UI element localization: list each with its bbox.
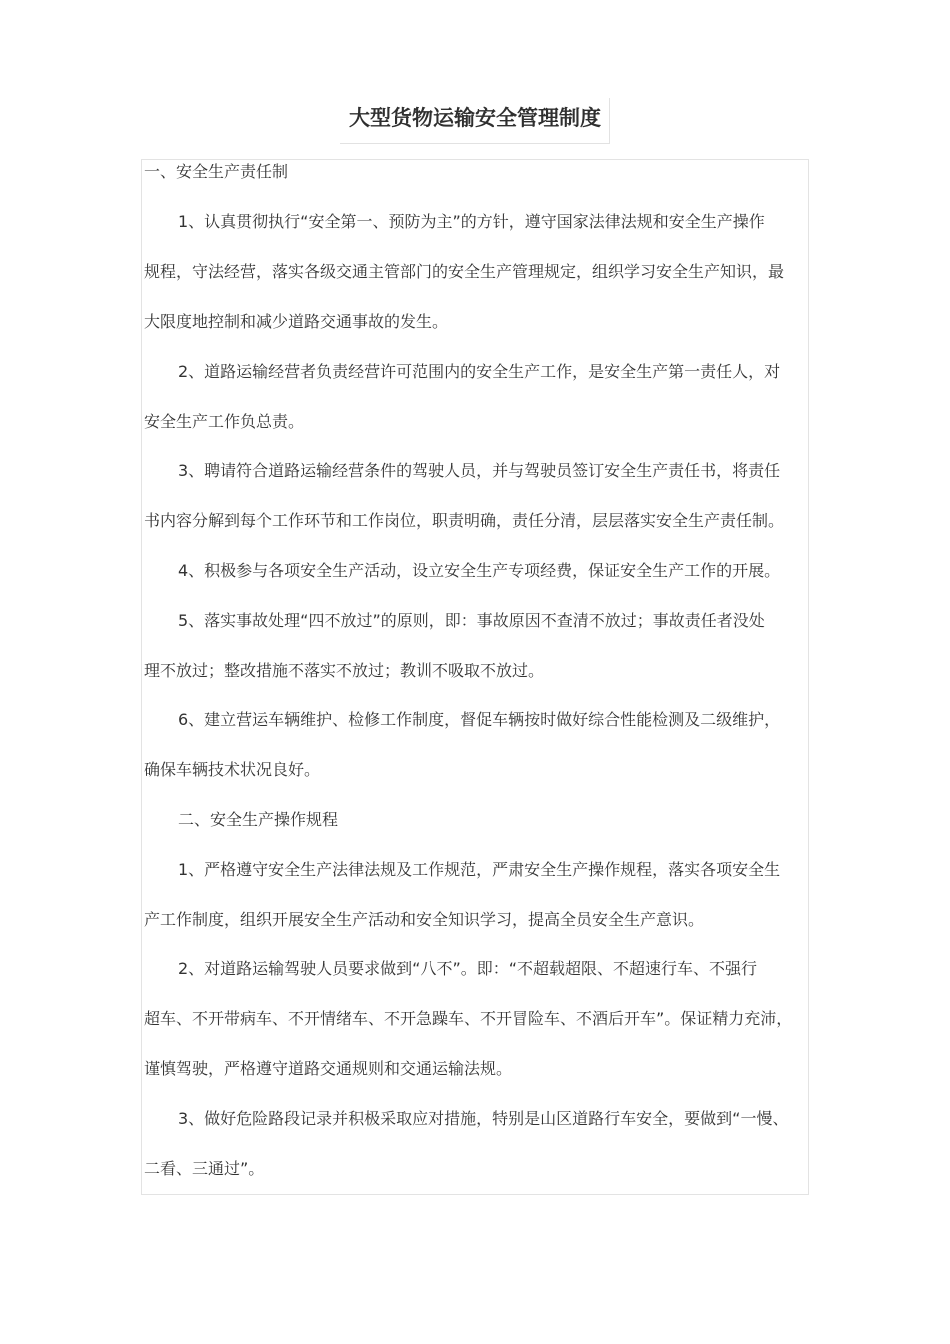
paragraph-line: 谨慎驾驶，严格遵守道路交通规则和交通运输法规。 bbox=[144, 1059, 513, 1078]
paragraph-line: 理不放过；整改措施不落实不放过；教训不吸取不放过。 bbox=[144, 661, 545, 680]
paragraph-line: 4、积极参与各项安全生产活动，设立安全生产专项经费，保证安全生产工作的开展。 bbox=[178, 561, 781, 580]
paragraph-line: 确保车辆技术状况良好。 bbox=[144, 760, 321, 779]
section-heading-2: 二、安全生产操作规程 bbox=[178, 810, 339, 829]
paragraph-line: 6、建立营运车辆维护、检修工作制度，督促车辆按时做好综合性能检测及二级维护， bbox=[178, 710, 781, 729]
paragraph-line: 产工作制度，组织开展安全生产活动和安全知识学习，提高全员安全生产意识。 bbox=[144, 910, 705, 929]
paragraph-line: 2、道路运输经营者负责经营许可范围内的安全生产工作，是安全生产第一责任人，对 bbox=[178, 362, 781, 381]
paragraph-line: 书内容分解到每个工作环节和工作岗位，职责明确，责任分清，层层落实安全生产责任制。 bbox=[144, 511, 785, 530]
paragraph-line: 大限度地控制和减少道路交通事故的发生。 bbox=[144, 312, 449, 331]
paragraph-line: 超车、不开带病车、不开情绪车、不开急躁车、不开冒险车、不酒后开车”。保证精力充沛， bbox=[144, 1009, 793, 1028]
document-title: 大型货物运输安全管理制度 bbox=[349, 106, 601, 130]
title-frame bbox=[340, 98, 610, 144]
paragraph-line: 3、聘请符合道路运输经营条件的驾驶人员，并与驾驶员签订安全生产责任书，将责任 bbox=[178, 461, 781, 480]
section-heading-1: 一、安全生产责任制 bbox=[144, 162, 289, 181]
paragraph-line: 二看、三通过”。 bbox=[144, 1159, 265, 1178]
paragraph-line: 1、认真贯彻执行“安全第一、预防为主”的方针，遵守国家法律法规和安全生产操作 bbox=[178, 212, 765, 231]
paragraph-line: 规程，守法经营，落实各级交通主管部门的安全生产管理规定，组织学习安全生产知识，最 bbox=[144, 262, 785, 281]
paragraph-line: 1、严格遵守安全生产法律法规及工作规范，严肃安全生产操作规程，落实各项安全生 bbox=[178, 860, 781, 879]
paragraph-line: 5、落实事故处理“四不放过”的原则，即：事故原因不查清不放过；事故责任者没处 bbox=[178, 611, 765, 630]
paragraph-line: 3、做好危险路段记录并积极采取应对措施，特别是山区道路行车安全，要做到“一慢、 bbox=[178, 1109, 789, 1128]
paragraph-line: 安全生产工作负总责。 bbox=[144, 412, 305, 431]
paragraph-line: 2、对道路运输驾驶人员要求做到“八不”。即：“不超载超限、不超速行车、不强行 bbox=[178, 959, 758, 978]
